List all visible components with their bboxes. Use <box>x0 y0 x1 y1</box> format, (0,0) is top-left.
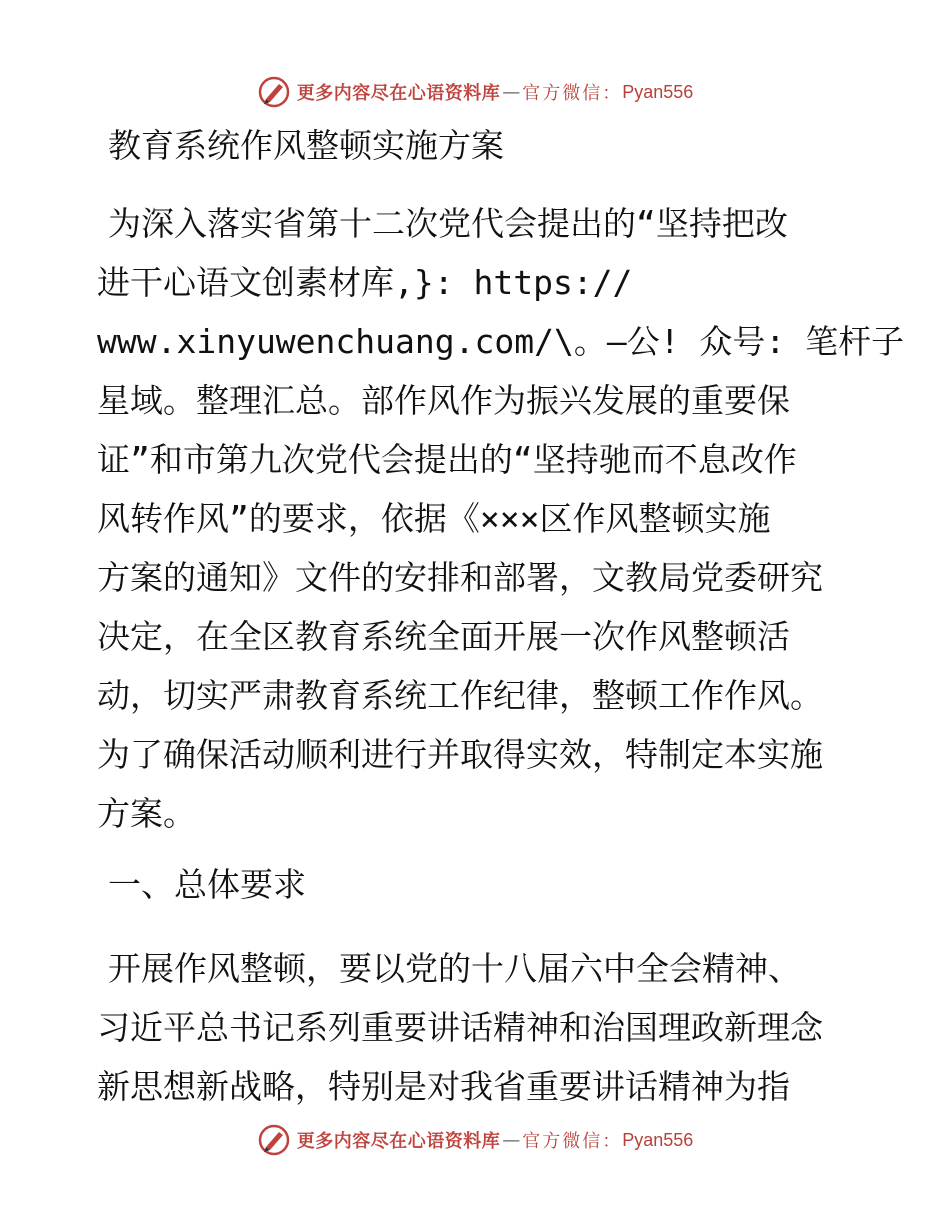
paragraph-line: 决定，在全区教育系统全面开展一次作风整顿活 <box>97 617 790 656</box>
paragraph-line: 为了确保活动顺利进行并取得实效，特制定本实施 <box>97 735 823 774</box>
banner-wechat-label: 官方微信： <box>522 83 623 104</box>
paragraph-line: 为深入落实省第十二次党代会提出的“坚持把改 <box>108 204 788 243</box>
banner-brand-text: 更多内容尽在心语资料库 <box>296 83 501 104</box>
banner-brand-text: 更多内容尽在心语资料库 <box>296 1131 501 1152</box>
paragraph-line: 方案。 <box>97 794 196 833</box>
paragraph-line: 新思想新战略，特别是对我省重要讲话精神为指 <box>97 1067 790 1106</box>
document-body <box>97 118 905 1116</box>
pen-logo-icon <box>257 1123 291 1157</box>
paragraph-line: 开展作风整顿，要以党的十八届六中全会精神、 <box>108 949 801 988</box>
paragraph-line: 动，切实严肃教育系统工作纪律，整顿工作作风。 <box>97 676 823 715</box>
document-title: 教育系统作风整顿实施方案 <box>108 126 504 165</box>
section-heading: 一、总体要求 <box>108 865 306 904</box>
paragraph-line: 星域。整理汇总。部作风作为振兴发展的重要保 <box>97 381 790 420</box>
paragraph-line: 方案的通知》文件的安排和部署，文教局党委研究 <box>97 558 823 597</box>
banner-wechat-handle: Pyan556 <box>622 81 694 102</box>
banner-wechat-handle: Pyan556 <box>622 1129 694 1150</box>
intro-paragraph <box>97 194 905 843</box>
footer-watermark-banner <box>0 1120 950 1160</box>
header-watermark-banner <box>0 72 950 112</box>
pen-logo-icon <box>257 75 291 109</box>
paragraph-line: 风转作风”的要求，依据《×××区作风整顿实施 <box>97 499 771 538</box>
banner-wechat-label: 官方微信： <box>522 1131 623 1152</box>
banner-dash: — <box>502 1129 521 1151</box>
paragraph-line: 进干心语文创素材库,}: https:// <box>97 263 633 302</box>
requirements-paragraph <box>97 939 857 1116</box>
paragraph-line: 习近平总书记系列重要讲话精神和治国理政新理念 <box>97 1008 823 1047</box>
paragraph-line: www.xinyuwenchuang.com/\。—公! 众号: 笔杆子 <box>97 322 905 361</box>
paragraph-line: 证”和市第九次党代会提出的“坚持驰而不息改作 <box>97 440 797 479</box>
banner-dash: — <box>502 81 521 103</box>
